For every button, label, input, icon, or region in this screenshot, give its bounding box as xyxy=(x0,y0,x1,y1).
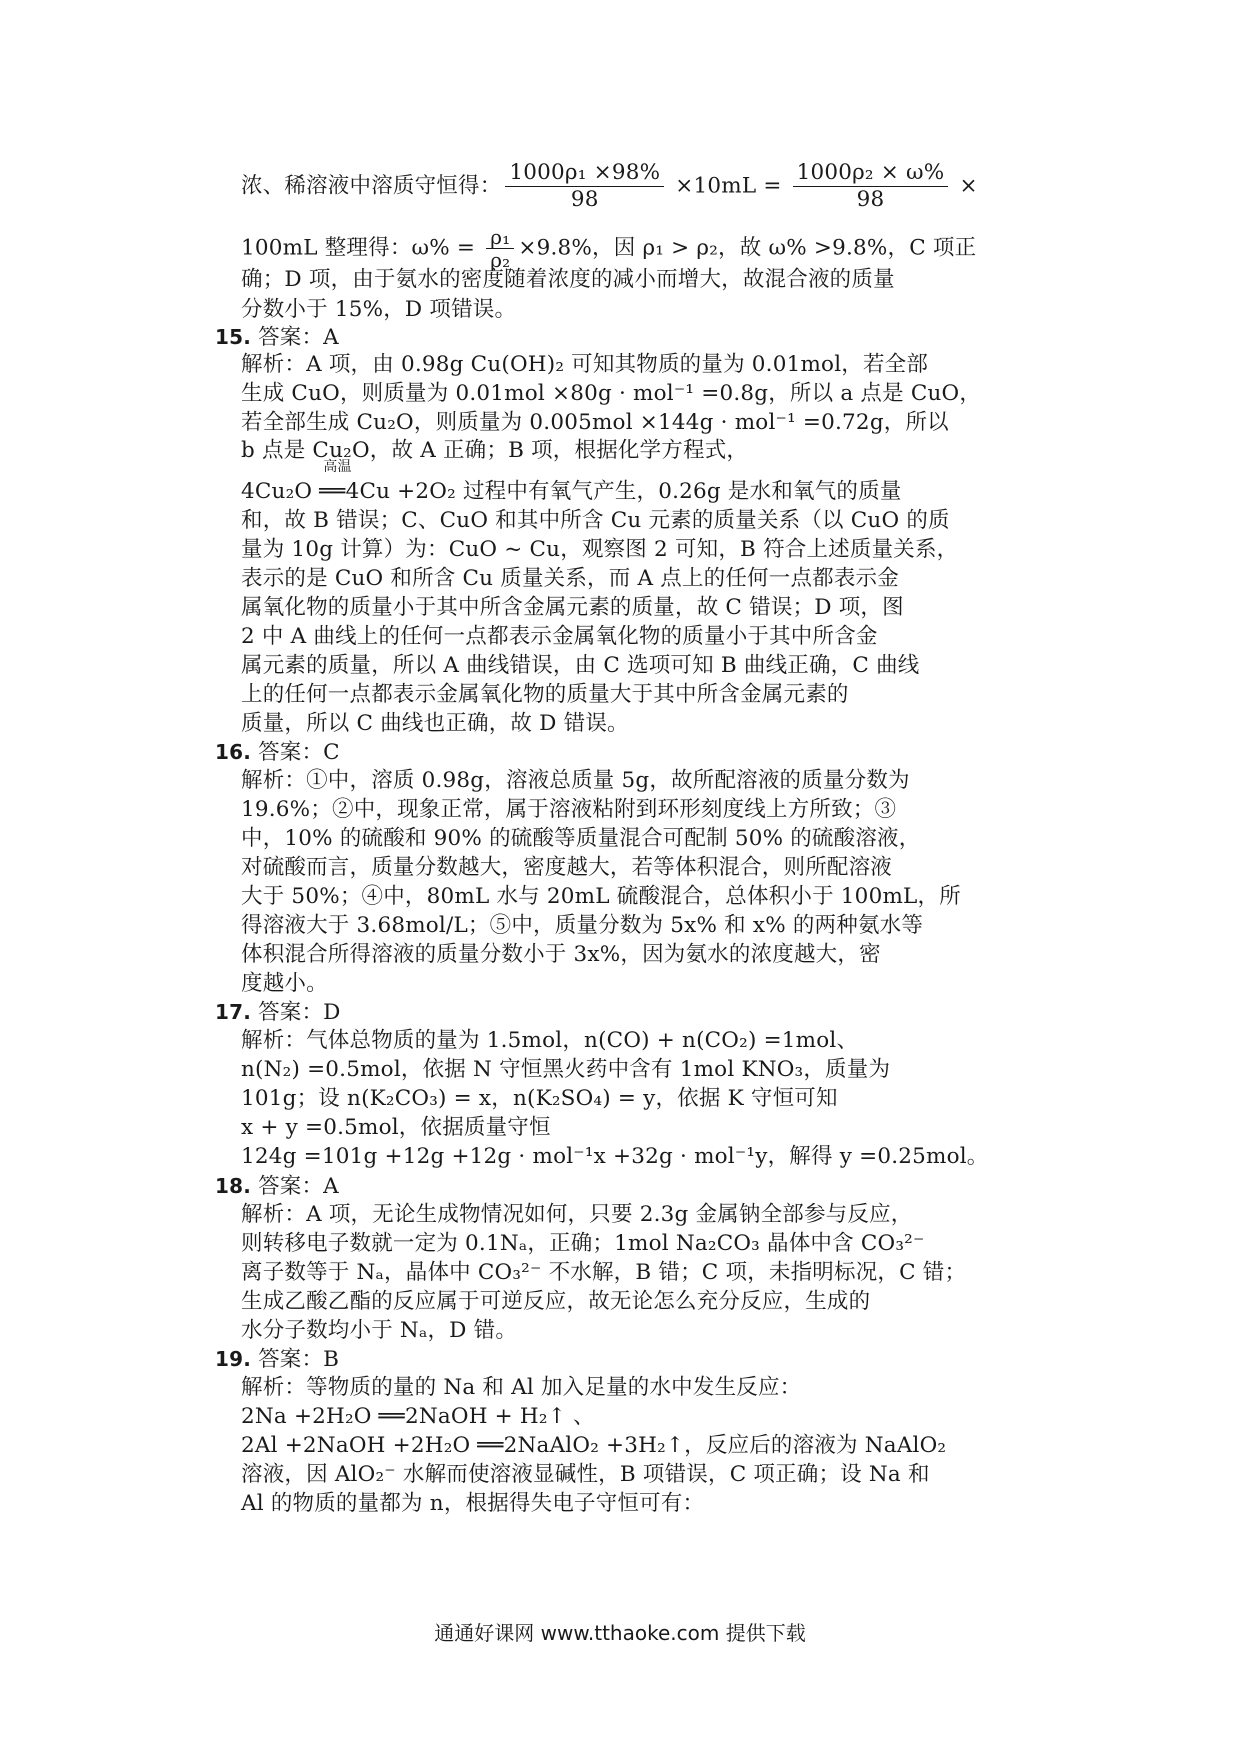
question-16-header xyxy=(215,738,340,767)
question-15-header xyxy=(215,323,339,352)
question-number: 19. xyxy=(215,1347,252,1371)
text: ×9.8%，因 ρ₁ > ρ₂，故 ω% >9.8%，C 项正 xyxy=(518,235,977,261)
text-line: 若全部生成 Cu₂O，则质量为 0.005mol ×144g · mol⁻¹ =0.72g，所以 xyxy=(241,410,949,435)
reaction-condition: 高温 xyxy=(323,459,352,475)
text: 4Cu₂O xyxy=(241,479,320,504)
question-number: 17. xyxy=(215,1000,252,1024)
fraction xyxy=(793,160,949,213)
text-line: b 点是 Cu₂O，故 A 正确；B 项，根据化学方程式， xyxy=(241,438,749,463)
text-line: 溶液，因 AlO₂⁻ 水解而使溶液显碱性，B 项错误，C 项正确；设 Na 和 xyxy=(241,1462,930,1487)
answer-label: 答案：A xyxy=(258,325,339,350)
text-line: 则转移电子数就一定为 0.1Nₐ，正确；1mol Na₂CO₃ 晶体中含 CO₃²⁻ xyxy=(241,1231,925,1256)
text-line: 质量，所以 C 曲线也正确，故 D 错误。 xyxy=(241,711,629,736)
text-line: 解析：气体总物质的量为 1.5mol，n(CO) + n(CO₂) =1mol、 xyxy=(241,1028,859,1053)
answer-label: 答案：D xyxy=(258,1000,341,1025)
text-line: 上的任何一点都表示金属氧化物的质量大于其中所含金属元素的 xyxy=(241,682,849,707)
answer-label: 答案：A xyxy=(258,1174,339,1199)
text-line: 度越小。 xyxy=(241,971,328,996)
text-line: 量为 10g 计算）为：CuO ~ Cu，观察图 2 可知，B 符合上述质量关系， xyxy=(241,537,959,562)
question-number: 16. xyxy=(215,740,252,764)
question-19-header xyxy=(215,1345,339,1374)
fraction-denominator: 98 xyxy=(570,187,599,212)
text-line: 解析：A 项，无论生成物情况如何，只要 2.3g 金属钠全部参与反应， xyxy=(241,1202,913,1227)
text: 4Cu +2O₂ 过程中有氧气产生，0.26g 是水和氧气的质量 xyxy=(345,479,902,504)
answer-label: 答案：B xyxy=(258,1347,340,1372)
text-line: Al 的物质的量都为 n，根据得失电子守恒可有： xyxy=(241,1491,705,1516)
text-line: n(N₂) =0.5mol，依据 N 守恒黑火药中含有 1mol KNO₃，质量为 xyxy=(241,1057,891,1082)
text-line: 2Na +2H₂O ══2NaOH + H₂↑ 、 xyxy=(241,1404,595,1429)
text-line: 中，10% 的硫酸和 90% 的硫酸等质量混合可配制 50% 的硫酸溶液， xyxy=(241,826,921,851)
text-line xyxy=(241,160,978,213)
question-number: 18. xyxy=(215,1174,252,1198)
text-line: 2 中 A 曲线上的任何一点都表示金属氧化物的质量小于其中所含金 xyxy=(241,624,878,649)
text-line: 水分子数均小于 Nₐ，D 错。 xyxy=(241,1318,518,1343)
question-17-header xyxy=(215,998,341,1027)
text-line: 属元素的质量，所以 A 曲线错误，由 C 选项可知 B 曲线正确，C 曲线 xyxy=(241,653,920,678)
fraction xyxy=(486,226,514,271)
text-line: 得溶液大于 3.68mol/L；⑤中，质量分数为 5x% 和 x% 的两种氨水等 xyxy=(241,913,924,938)
text-line: 19.6%；②中，现象正常，属于溶液粘附到环形刻度线上方所致；③ xyxy=(241,797,897,822)
text: 浓、稀溶液中溶质守恒得： xyxy=(241,173,502,199)
text-line: 对硫酸而言，质量分数越大，密度越大，若等体积混合，则所配溶液 xyxy=(241,855,893,880)
text-line: 生成 CuO，则质量为 0.01mol ×80g · mol⁻¹ =0.8g，所以 a 点是 CuO， xyxy=(241,381,982,406)
text-line: 大于 50%；④中，80mL 水与 20mL 硫酸混合，总体积小于 100mL，所 xyxy=(241,884,961,909)
text-line: 分数小于 15%，D 项错误。 xyxy=(241,297,517,322)
text-line: 解析：①中，溶质 0.98g，溶液总质量 5g，故所配溶液的质量分数为 xyxy=(241,768,910,793)
text-line: 和，故 B 错误；C、CuO 和其中所含 Cu 元素的质量关系（以 CuO 的质 xyxy=(241,508,950,533)
fraction-numerator: ρ₁ xyxy=(486,226,514,249)
text-line: x + y =0.5mol，依据质量守恒 xyxy=(241,1115,551,1140)
text-line: 体积混合所得溶液的质量分数小于 3x%，因为氨水的浓度越大，密 xyxy=(241,942,881,967)
text-line: 表示的是 CuO 和所含 Cu 质量关系，而 A 点上的任何一点都表示金 xyxy=(241,566,899,591)
text-line: 确；D 项，由于氨水的密度随着浓度的减小而增大，故混合液的质量 xyxy=(241,267,895,292)
text-line: 解析：等物质的量的 Na 和 Al 加入足量的水中发生反应： xyxy=(241,1375,802,1400)
answer-label: 答案：C xyxy=(258,740,340,765)
text: 100mL 整理得：ω% = xyxy=(241,235,483,261)
text-line: 离子数等于 Nₐ，晶体中 CO₃²⁻ 不水解，B 错；C 项，未指明标况，C 错； xyxy=(241,1260,967,1285)
text-line: 124g =101g +12g +12g · mol⁻¹x +32g · mol⁻¹y，解得 y =0.25mol。 xyxy=(241,1144,989,1169)
equation-line xyxy=(241,459,902,506)
fraction-numerator: 1000ρ₁ ×98% xyxy=(505,160,664,187)
equals-sign: ══ xyxy=(319,479,346,504)
text-line: 生成乙酸乙酯的反应属于可逆反应，故无论怎么充分反应，生成的 xyxy=(241,1289,871,1314)
text-line: 2Al +2NaOH +2H₂O ══2NaAlO₂ +3H₂↑，反应后的溶液为 NaAlO₂ xyxy=(241,1433,947,1458)
text: ×10mL = xyxy=(668,173,789,199)
text: × xyxy=(952,173,978,199)
fraction-denominator: 98 xyxy=(856,187,885,212)
fraction xyxy=(505,160,664,213)
reaction-arrow xyxy=(319,459,352,506)
fraction-numerator: 1000ρ₂ × ω% xyxy=(793,160,949,187)
text-line: 101g；设 n(K₂CO₃) = x，n(K₂SO₄) = y，依据 K 守恒可知 xyxy=(241,1086,838,1111)
fraction-denominator: ρ₂ xyxy=(490,248,511,272)
text-line: 解析：A 项，由 0.98g Cu(OH)₂ 可知其物质的量为 0.01mol，若全部 xyxy=(241,352,929,377)
text-line: 属氧化物的质量小于其中所含金属元素的质量，故 C 错误；D 项，图 xyxy=(241,595,904,620)
text-line xyxy=(241,226,976,271)
question-18-header xyxy=(215,1172,339,1201)
download-footer: 通通好课网 www.tthaoke.com 提供下载 xyxy=(434,1621,806,1645)
question-number: 15. xyxy=(215,325,252,349)
